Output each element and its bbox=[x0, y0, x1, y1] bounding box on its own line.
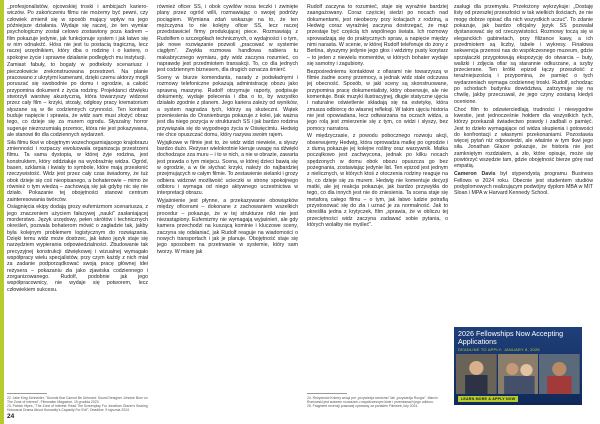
footnotes-right bbox=[307, 393, 448, 413]
ad-headline: 2026 Fellowships Now Accepting Applications bbox=[458, 329, 564, 346]
paragraph: Rudolf zaczyna to rozumieć, staje się wyraźnie bardziej zaangażowany. Coraz częściej siedzi po nocach nad dokumentami, jest nieobecny przy kolacjach z rodziną, a Hedwig coraz wyraźniej zaczyna dostrzegać, że mąż przestaje być częścią ich wspólnego świata. Ich rozmowy sprowadzają się do praktycznych spraw, a napięcie między nimi narasta. W scenie, w której Rudolf telefonuje do żony z Berlina, słyszymy jedynie jego głos i widzimy pusty korytarz – to jeden z niewielu momentów, w których bohater wydaje się samotny i zagubiony. bbox=[307, 4, 448, 67]
footnotes-left bbox=[7, 393, 148, 413]
accent-bar bbox=[0, 0, 4, 424]
author-bio bbox=[454, 171, 593, 196]
paragraph: _profesjonalistów, ojcowskiej troski i ambicjach karierowiczów. Po zakończeniu filmu nie możemy być pewni, czy człowiek zmienił się w sposób mający wpływ na jego późniejsze działania. Wydaje się raczej, że ten wymiar psychologiczny został celowo zostawiony poza kadrem – film pokazuje jedynie, jak funkcjonuje system i jak łatwo się w nim odnaleźć. Höss nie jest tu postacią tragiczną, lecz raczej urzędnikiem, który dba o rodzinę i o karierę, o spokojne życie i sprawne działanie podległych mu instytucji. bbox=[7, 4, 148, 61]
footnote: 25. Fragment recenzji prasowej cytowany za portalem Filmweb, luty 2024. bbox=[307, 403, 419, 408]
apply-now-button[interactable]: LEARN MORE & APPLY NOW bbox=[458, 396, 518, 402]
text-column-2 bbox=[157, 4, 298, 396]
ad-photo-strip bbox=[454, 354, 582, 394]
paragraph: zasługi dla przemysłu. Przełożony wykrzykuje: „Dostaję listy od przeszłej przeszłości w tak wielkich ilościach, że nie mogę dobrze opisać dla nich wszystkich uczuć”. To zdanie pokazuje, jak bardzo oficjalny język SS pozwalał dystansować się od rzeczywistości. Rozmowy toczą się w eleganckich gabinetach, przy filiżance kawy, a ich przedmiotem są liczby, tabele i wykresy. Finałowa sekwencja przenosi nas do współczesnego muzeum, gdzie sprzątaczki przygotowują ekspozycję do otwarcia – buty, walizki i zdjęcia ofiar są starannie odkurzane, a szyby przecierane. Ten krótki epizod łączy przeszłość z teraźniejszością i przypomina, że pamięć o tych wydarzeniach wymaga codziennej troski. Rudolf, schodząc po schodach budynku dowództwa, zatrzymuje się na chwilę, jakby przeczuwał, że jego czyny zostaną kiedyś ocenione. bbox=[454, 4, 593, 105]
paragraph: Osiągnięcia ekipy dodają grozy eufemizmom scenariusza, z jego znaczeniem użyciem fałszywej „nauki” zasłaniającej morderstwo. Język urzędowy, pełen skrótów i technicznych określeń, pozwala bohaterom mówić o zagładzie tak, jakby była kolejnym problemem logistycznym do rozwiązania. Dzięki temu widz może dostrzec, jak łatwo język staje się narzędziem wypierania odpowiedzialności. Zbudowanie tak precyzyjnej konstrukcji dźwiękowej i wizualnej wymagało współpracy wielu specjalistów, przy czym każdy z nich miał za zadanie podporządkować swoją pracę głównej idei reżysera – pokazaniu zła jako zjawiska codziennego i zorganizowanego. Rudolf, podobnie jak jego współpracownicy, nie wydaje się potworem, lecz człowiekiem sukcesu. bbox=[7, 204, 148, 293]
paragraph: Sceny w biurze komendanta, narady z podwładnymi i rozmowy telefoniczne pokazują administrację obozu jako sprawną maszynę. Rudolf otrzymuje raporty, podpisuje dokumenty, wydaje polecenia i dba o to, by wszystko działało zgodnie z planem. Jego kariera zależy od wyników, a system nagradza tych, którzy są skuteczni. Wątek przeniesienia do Oranienburga pokazuje z kolei, jak ważna jest dla niego pozycja w strukturach SS i jak bardzo rodzina przywiązała się do wygodnego życia w Oświęcimiu. Hedwig nie chce opuszczać domu, który nazywa swoim rajem. bbox=[157, 75, 298, 138]
paragraph: Zamiast fabuły, to bogaty w podteksty scenariusz i pieczołowicie zrekonstruowana przestrzeń. Na planie pracowano z ukrytymi kamerami, dzięki czemu aktorzy mogli poruszać się swobodnie po domu i ogrodzie, a całość przypomina dokument z życia rodziny. Projektanci dźwięku stworzyli warstwę akustyczną, która towarzyszy widzowi przez cały film – krzyki, strzały, odgłosy pracy krematorium słyszane są w tle codziennych czynności. Ten kontrast buduje napięcie i sprawia, że widz sam musi złożyć obraz tego, co dzieje się za murem ogrodu. Słyszalny horror sugeruje niezrozumiałą przemoc, która nie jest pokazywana, ale stanowi tło dla codziennych wydarzeń. bbox=[7, 62, 148, 138]
author-bio-text: był stypendystą programu Business Fellows w 2024 roku. Obecnie jest studentem studiów podyplomowych realizującym podwójny dyplom MBA w MIT Sloan i MPA w Harvard Kennedy School. bbox=[454, 171, 593, 197]
page-number: 24 bbox=[7, 413, 15, 420]
ad-photo bbox=[539, 354, 580, 394]
author-name: Cameron Davis bbox=[454, 171, 496, 178]
paragraph: Wyjaśnienie jest płynne, a przekazywanie obowiązków między oficerami – dokonane z zachowaniem wszelkich procedur – pokazuje, że w tej strukturze nikt nie jest niezastąpiony. Eufemizmy nie wymagają wyjaśnień, ale gdy kamera przechodzi na kuszącą kominie i kluczowe sceny, zaczyna się odsłaniać, jak Rudolf reaguje na wiadomości o nowych transportach i jak je planuje. Obojętność staje się jego sposobem na przetrwanie w systemie, który sam tworzy. W miarę jak bbox=[157, 198, 298, 255]
text-column-1 bbox=[7, 4, 148, 396]
paragraph: Bezpośredniemu kontaktowi z ofiarami nie towarzyszą w filmie żadne sceny przemocy, a jednak widz stale odczuwa jej obecność. Sposób, w jaki sceny są skonstruowane, przypomina pracę dokumentalisty, który obserwuje, ale nie komentuje. Brak muzyki ilustracyjnej, długie statyczne ujęcia i naturalne oświetlenie składają się na estetykę, która zmusza odbiorcę do własnej refleksji. W takim ujęciu historia nie jest opowiadana, lecz odtwarzana na oczach widza, a jego rolą jest zmierzenie się z tym, co widzi i słyszy, bez pomocy narratora. bbox=[307, 68, 448, 132]
footnote: 23. Patrick Hipes, "The Zone of Interest: Read The Screenplay For Jonathan Glazer's Searing Holocaust Drama About Humanity's Capacity For Evil", Deadline, 9 stycznia 2024. bbox=[7, 403, 148, 413]
footnote-rule bbox=[7, 393, 47, 394]
paragraph: W międzyczasie, z powodu pobocznego rozwoju akcji, obserwujemy Hedwig, która oprowadza matkę po ogrodzie i z dumą pokazuje jej kolejne rośliny oraz warzywnik. Matka początkowo jest zachwycona, jednak po kilku nocach spędzonych w domu obok obozu opuszcza go bez pożegnania, zostawiając jedynie list. Ten epizod jest jednym z nielicznych, w których ktoś z otoczenia rodziny reaguje na to, co dzieje się za murem. Hedwig nie komentuje decyzji matki, ale jej reakcja pokazuje, jak bardzo przywykła do tego, co dla innych jest nie do zniesienia. Ta scena staje się metaforą całego filmu – o tym, jak łatwo ludzie potrafią przystosować się do zła i uznać je za normalność. Jak to określiła jedna z krytyczek, film „sprawia, że w obliczu tej przeciętności widz zaczyna zadawać sobie pytania, o których wolałby nie myśleć”. bbox=[307, 133, 448, 228]
footnote-rule bbox=[307, 393, 347, 394]
ad-photo bbox=[498, 354, 539, 394]
ad-deadline: DEADLINE TO APPLY: JANUARY 8, 2026 bbox=[458, 347, 540, 353]
fellowship-ad[interactable] bbox=[454, 327, 582, 405]
paragraph: również oficer SS, i obok cywilów nosa teczki i zwinięte plany przez ogród willi, rozmawiając o swojej podróży pociągiem. Wymiana zdań wskazuje na to, że ten mężczyzna to nie kolejny oficer SS, lecz raczej przedstawiciel firmy produkującej piece. Rozmawiają z Rudolfem o szczegółach technicznych, o wydajności i o tym, jak nowe rozwiązanie pozwoli „pracować w systemie ciągłym”. Zwykła rozmowa handlowa nabiera tu makabrycznego wymiaru, gdy widz zaczyna rozumieć, co naprawdę jest przedmiotem transakcji. To, co dla jednych jest codziennym biznesem, dla drugich oznacza śmierć. bbox=[157, 4, 298, 74]
footnote: 24. Reżyserów Kokery wciąż pre „przywieźja randomu” tak „przywieźja Rozgrz”. Marcin Rumowski jest autorem rozważań o współczesnym kinie i przemianach jego odbioru. bbox=[307, 395, 438, 404]
paragraph: Siła filmu tkwi w obojętnym wszechogarniającego krajobrazu zmienności i rozpaczy ewoluowała organizacja przestrzeni filmu. Ta sama dystopia, w której żyje rodzina, jest konstruktem, który oddziałuje na wyobraźnię widza. Ogród, basen, szklarnia i kwiaty to symbole, które mają przesłonić rzeczywistość. Widz jest przez cały czas świadomy, że tuż obok dzieje się coś nieopisanego, a bohaterowie – mimo że również o tym wiedzą – zachowują się jak gdyby nic się nie działo. Pokazanie tej obojętności stanowi centrum zainteresowania twórców. bbox=[7, 139, 148, 203]
text-column-3 bbox=[307, 4, 448, 396]
text-column-4 bbox=[454, 4, 593, 324]
footnote: 22. Jake King-Schneider, "Sounds that Cannot Be Unheard: Sound Designer Johnnie Burn on The Zone of Interest", Filmmaker Magazine, 15 grudnia 2023. bbox=[7, 395, 148, 404]
paragraph: Choć film to odzwierciedlają trudności i niewygodne kwestie, jest jednocześnie hołdem dla wszystkich tych, którzy przekazali świadectwo prawdy i zadbali o pamięć. Jest to dzieło wymagające od widza skupienia i gotowości do konfrontacji z własnymi przekonaniami. Pozostawia więcej pytań niż odpowiedzi, ale właśnie w tym tkwi jego siła. Jonathan Glazer pokazuje, że historia nie jest zamkniętym rozdziałem, a zło, które opisuje, może się powtórzyć wszędzie tam, gdzie obojętność bierze górę nad empatią. bbox=[454, 106, 593, 170]
ad-photo bbox=[456, 354, 497, 394]
paragraph: Wyjątkowe w filmie jest to, że widz widzi niewiele, a słyszy bardzo dużo. Reżyser wielokrotnie kieruje uwagę na dźwięki dochodzące zza muru – i to w nich, a nie w obrazie, zawarta jest prawda o tym miejscu. Scena, w której dzieci bawią się w ogrodzie, a w tle słychać krzyki, należy do najbardziej przejmujących w całym filmie. To zestawienie sielanki i grozy odbiera widzowi możliwość ucieczki w stronę spokojnego odbioru i wymaga od niego aktywnego uczestnictwa w interpretacji obrazu. bbox=[157, 139, 298, 197]
